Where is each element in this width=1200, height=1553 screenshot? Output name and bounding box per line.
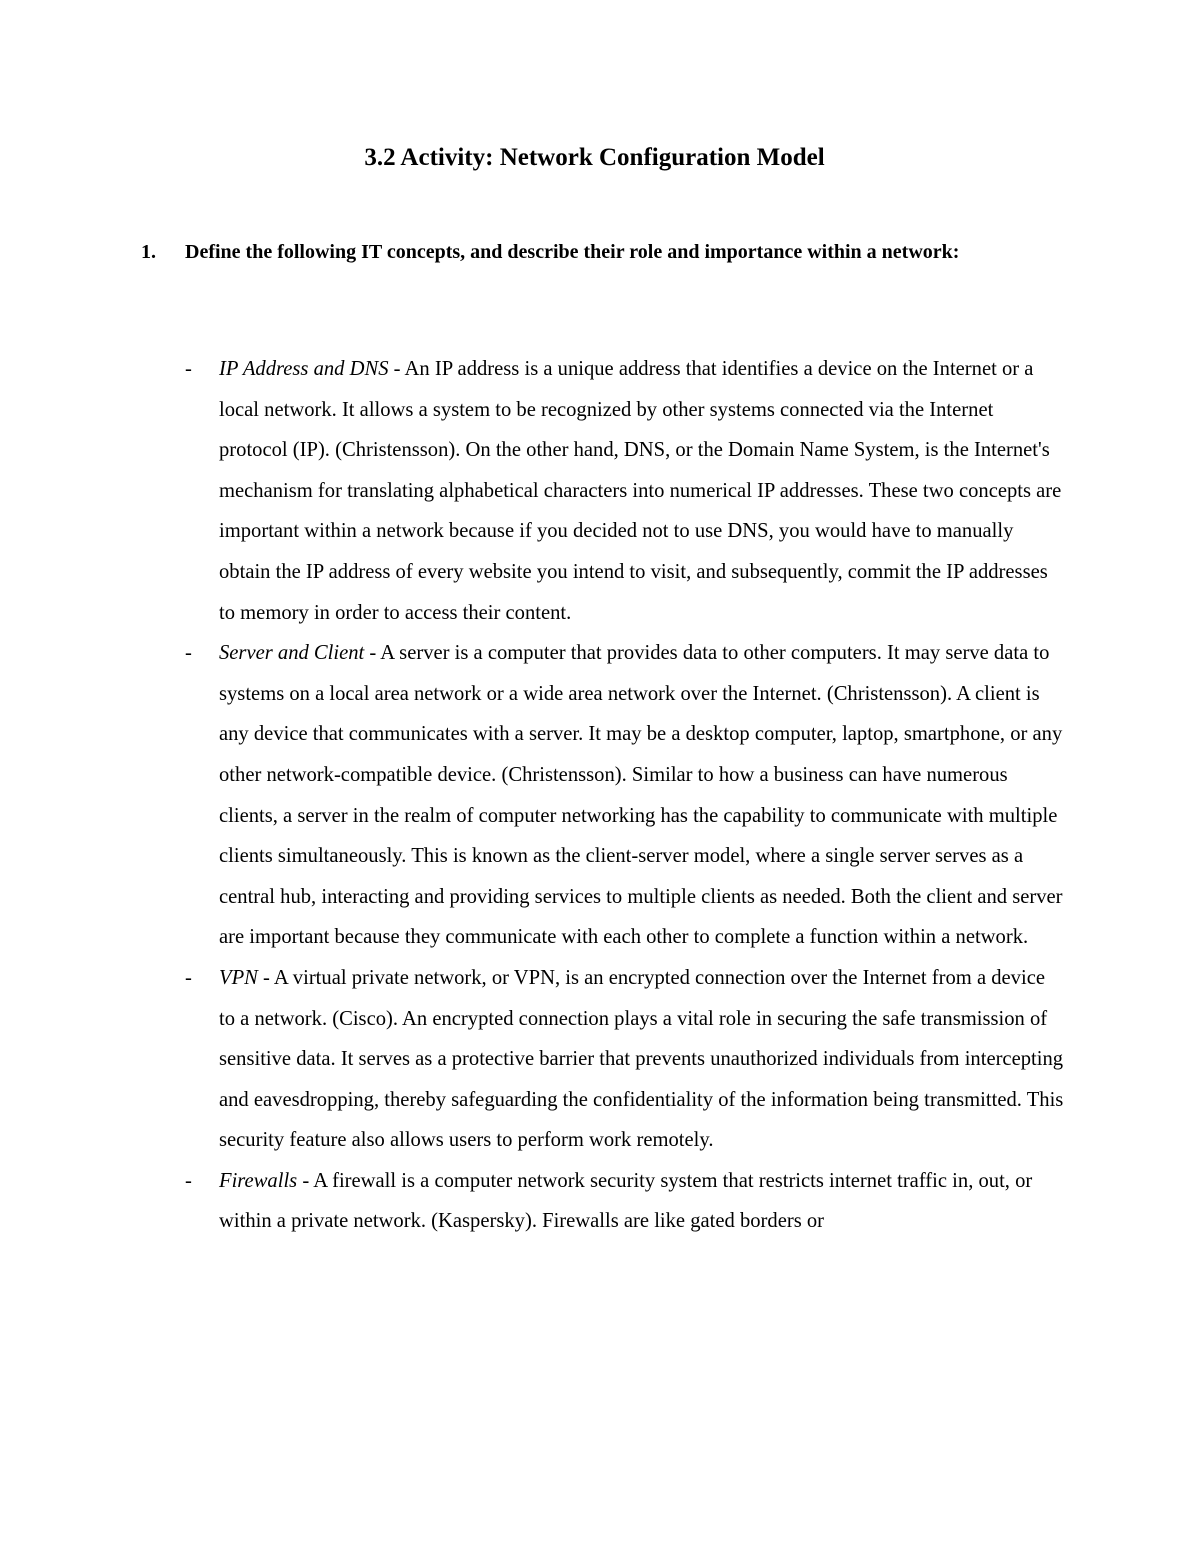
term-firewalls: Firewalls <box>219 1169 298 1192</box>
body-server-client: - A server is a computer that provides data to other computers. It may serve data to systems on a local area network or a wide area network over the Internet. (Christensson). A client is any device that communicates with a server. It may be a desktop computer, laptop, smartphone, or any other network-compatible device. (Christensson). Similar to how a business can have numerous clients, a server in the realm of computer networking has the capability to communicate with multiple clients simultaneously. This is known as the client-server model, where a single server serves as a central hub, interacting and providing services to multiple clients as needed. Both the client and server are important because they communicate with each other to complete a function within a network. <box>219 642 1063 949</box>
body-firewalls: - A firewall is a computer network security system that restricts internet traffic in, out, or within a private network. (Kaspersky). Firewalls are like gated borders or <box>219 1169 1033 1233</box>
list-bullet: - <box>185 966 192 989</box>
list-bullet: - <box>185 358 192 380</box>
list-item-firewalls <box>185 1161 1065 1242</box>
list-bullet: - <box>185 1169 192 1192</box>
body-ip-dns: - An IP address is a unique address that identifies a device on the Internet or a local network. It allows a system to be recognized by other systems connected via the Internet protocol (IP). (Christensson). On the other hand, DNS, or the Domain Name System, is the Internet's mechanism for translating alphabetical characters into numerical IP addresses. These two concepts are important within a network because if you decided not to use DNS, you would have to manually obtain the IP address of every website you intend to visit, and subsequently, commit the IP addresses to memory in order to access their content. <box>219 358 1062 624</box>
term-vpn: VPN <box>219 966 258 989</box>
term-ip-dns: IP Address and DNS <box>219 358 389 380</box>
concept-list <box>185 349 1065 1242</box>
page-title: 3.2 Activity: Network Configuration Model <box>364 144 825 171</box>
list-item-server-client <box>185 633 1065 958</box>
question-number: 1. <box>141 241 156 263</box>
body-vpn: - A virtual private network, or VPN, is an encrypted connection over the Internet from a device to a network. (Cisco). An encrypted connection plays a vital role in securing the safe transmission of sensitive data. It serves as a protective barrier that prevents unauthorized individuals from intercepting and eavesdropping, thereby safeguarding the confidentiality of the information being transmitted. This security feature also allows users to perform work remotely. <box>219 966 1064 1152</box>
question-text: Define the following IT concepts, and describe their role and importance within a network: <box>185 241 960 263</box>
question-1 <box>141 238 1051 266</box>
term-server-client: Server and Client <box>219 642 365 665</box>
list-bullet: - <box>185 642 192 665</box>
list-item-vpn <box>185 958 1065 1161</box>
list-item-ip-dns <box>185 349 1065 633</box>
